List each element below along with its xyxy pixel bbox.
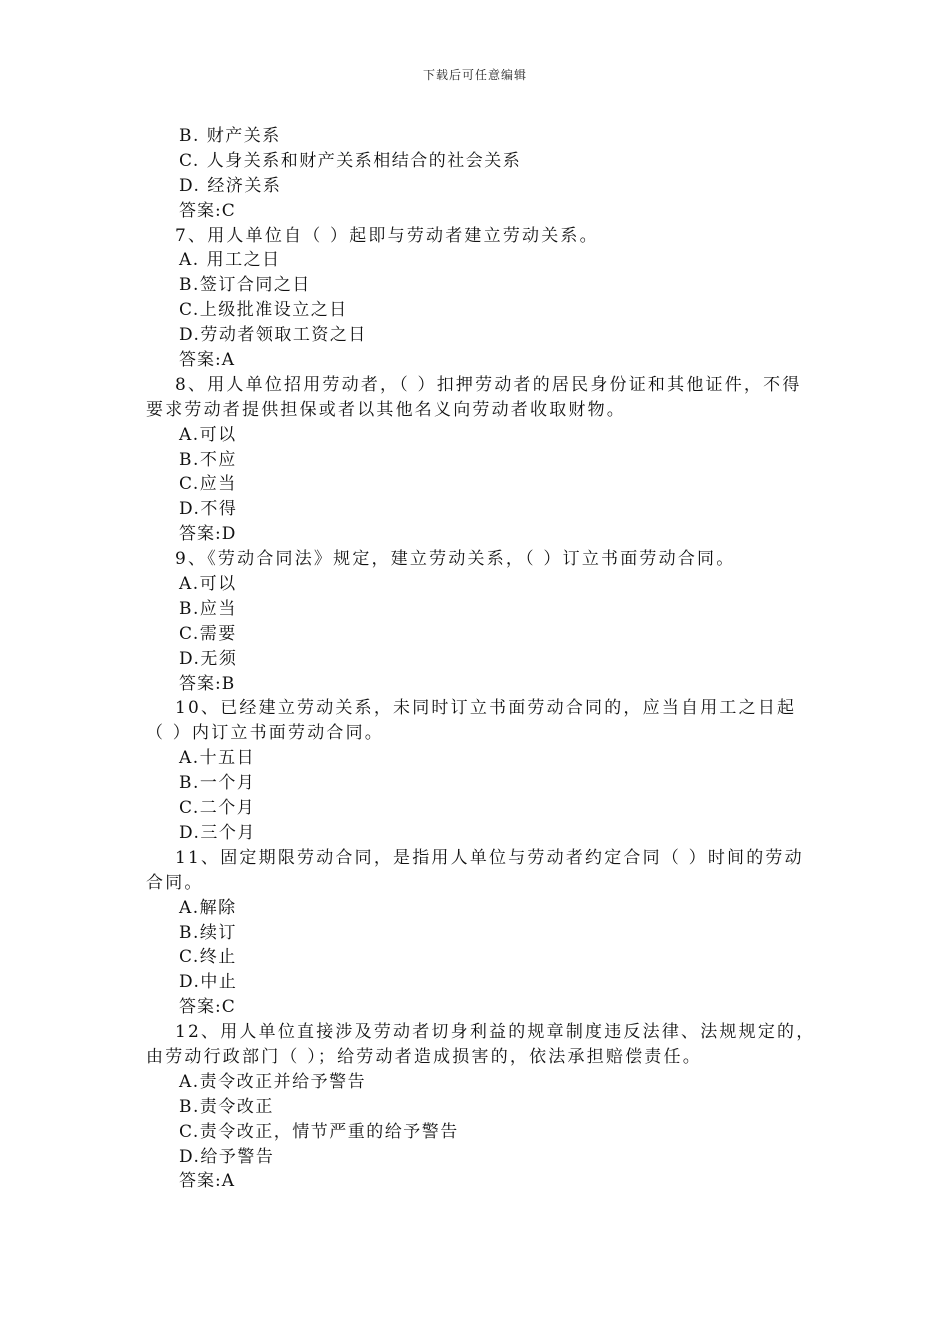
- page-header: 下载后可任意编辑: [422, 68, 527, 82]
- option-line: A.解除: [179, 897, 237, 918]
- question-stem: 7、用人单位自（ ）起即与劳动者建立劳动关系。: [175, 225, 599, 246]
- option-line: C.责令改正，情节严重的给予警告: [179, 1121, 459, 1142]
- option-line: B.不应: [179, 449, 237, 470]
- option-line: C.上级批准设立之日: [179, 300, 348, 321]
- option-line: C.终止: [179, 947, 237, 968]
- option-line: D.三个月: [179, 822, 256, 843]
- question-stem: 10、已经建立劳动关系，未同时订立书面劳动合同的，应当自用工之日起: [175, 698, 797, 719]
- question-stem-continued: （ ）内订立书面劳动合同。: [146, 723, 385, 744]
- option-line: C.需要: [179, 623, 237, 644]
- option-line: C. 人身关系和财产关系相结合的社会关系: [179, 150, 522, 171]
- option-line: D.劳动者领取工资之日: [179, 325, 367, 346]
- question-stem: 8、用人单位招用劳动者，（ ）扣押劳动者的居民身份证和其他证件，不得: [175, 374, 802, 395]
- option-line: B.一个月: [179, 773, 256, 794]
- option-line: A. 用工之日: [179, 250, 281, 271]
- question-stem: 11、固定期限劳动合同，是指用人单位与劳动者约定合同（ ）时间的劳动: [175, 847, 804, 868]
- question-stem-continued: 合同。: [146, 872, 204, 893]
- answer-line: 答案:C: [179, 997, 236, 1018]
- option-line: D.无须: [179, 648, 238, 669]
- option-line: B.责令改正: [179, 1096, 274, 1117]
- option-line: B.应当: [179, 598, 237, 619]
- answer-line: 答案:C: [179, 200, 236, 221]
- question-stem-continued: 由劳动行政部门（ ）；给劳动者造成损害的，依法承担赔偿责任。: [146, 1046, 702, 1067]
- option-line: B.续订: [179, 922, 237, 943]
- question-stem: 9、《劳动合同法》规定，建立劳动关系，（ ）订立书面劳动合同。: [175, 549, 736, 570]
- answer-line: 答案:B: [179, 673, 236, 694]
- document-body: [146, 124, 816, 1194]
- option-line: A.十五日: [179, 748, 256, 769]
- option-line: D.给予警告: [179, 1146, 275, 1167]
- option-line: C.二个月: [179, 798, 256, 819]
- option-line: A.可以: [179, 574, 237, 595]
- option-line: D.中止: [179, 972, 238, 993]
- option-line: D. 经济关系: [179, 175, 282, 196]
- option-line: C.应当: [179, 474, 237, 495]
- option-line: A.责令改正并给予警告: [179, 1071, 367, 1092]
- question-stem-continued: 要求劳动者提供担保或者以其他名义向劳动者收取财物。: [146, 399, 626, 420]
- answer-line: 答案:A: [179, 350, 236, 371]
- option-line: D.不得: [179, 499, 238, 520]
- option-line: B. 财产关系: [179, 126, 281, 146]
- option-line: A.可以: [179, 424, 237, 445]
- option-line: B.签订合同之日: [179, 275, 311, 296]
- answer-line: 答案:D: [179, 524, 237, 545]
- answer-line: 答案:A: [179, 1171, 236, 1192]
- question-stem: 12、用人单位直接涉及劳动者切身利益的规章制度违反法律、法规规定的，: [175, 1022, 816, 1043]
